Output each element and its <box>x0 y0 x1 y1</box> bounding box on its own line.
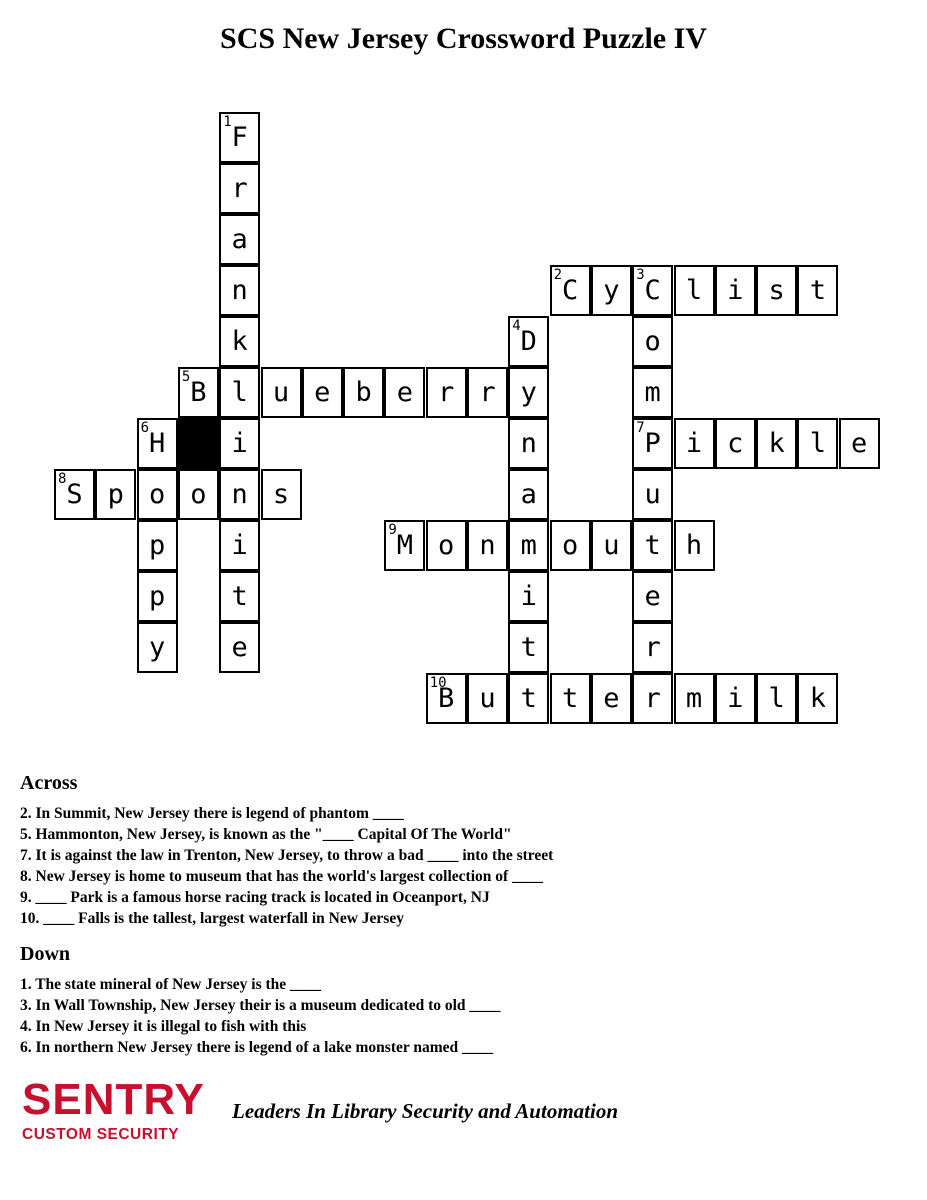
cell-letter: m <box>644 377 661 408</box>
cell-letter: B <box>190 377 207 408</box>
grid-cell[interactable] <box>632 469 673 520</box>
cell-letter: p <box>148 530 166 561</box>
grid-cell[interactable] <box>95 469 136 520</box>
grid-cell[interactable] <box>508 367 549 418</box>
cell-letter: n <box>520 428 537 459</box>
grid-cell[interactable] <box>632 673 673 724</box>
cell-letter: a <box>520 479 537 510</box>
cell-letter: i <box>520 581 537 612</box>
cell-letter: e <box>314 377 331 408</box>
cell-letter: s <box>768 275 785 306</box>
cell-letter: r <box>644 683 661 714</box>
cell-letter: n <box>231 479 248 510</box>
down-heading: Down <box>20 943 71 965</box>
tagline: Leaders In Library Security and Automation <box>232 1099 619 1123</box>
grid-cell[interactable] <box>715 265 756 316</box>
grid-cell[interactable] <box>508 316 549 367</box>
grid-cell[interactable] <box>426 673 467 724</box>
cell-letter: p <box>107 479 124 510</box>
grid-cell[interactable] <box>384 520 425 571</box>
cell-letter: l <box>768 683 785 714</box>
grid-cell[interactable] <box>508 469 549 520</box>
grid-cell[interactable] <box>219 112 260 163</box>
grid-cell[interactable] <box>219 265 260 316</box>
clue-across-2: 2. In Summit, New Jersey there is legend of phantom ____ <box>20 805 404 822</box>
clue-down-4: 4. In New Jersey it is illegal to fish with this <box>20 1018 307 1035</box>
grid-cell[interactable] <box>674 673 715 724</box>
cell-letter: t <box>809 275 827 306</box>
cell-letter: b <box>355 377 372 408</box>
grid-cell[interactable] <box>632 520 673 571</box>
cell-letter: r <box>644 632 661 663</box>
grid-cell[interactable] <box>178 367 219 418</box>
grid-cell[interactable] <box>632 571 673 622</box>
grid-cell[interactable] <box>508 622 549 673</box>
grid-cell[interactable] <box>219 214 260 265</box>
clue-across-8: 8. New Jersey is home to museum that has the world's largest collection of ____ <box>20 868 544 885</box>
grid-cell[interactable] <box>508 571 549 622</box>
cell-letter: u <box>272 377 290 408</box>
across-clues <box>20 772 553 929</box>
cell-letter: e <box>231 632 248 663</box>
grid-cell[interactable] <box>219 418 260 469</box>
cell-letter: e <box>396 377 414 408</box>
cell-letter: t <box>520 632 537 663</box>
cell-letter: k <box>768 428 785 459</box>
cell-letter: o <box>644 326 661 357</box>
grid-cell[interactable] <box>137 622 178 673</box>
clue-across-9: 9. ____ Park is a famous horse racing track is located in Oceanport, NJ <box>20 889 490 906</box>
sentry-logo <box>22 1075 220 1144</box>
clue-across-5: 5. Hammonton, New Jersey, is known as the "____ Capital Of The World" <box>20 826 512 843</box>
grid-cell[interactable] <box>591 265 632 316</box>
grid-cell[interactable] <box>508 673 549 724</box>
grid-cell[interactable] <box>674 265 715 316</box>
cell-letter: t <box>644 530 661 561</box>
grid-cell[interactable] <box>550 265 591 316</box>
cell-letter: k <box>809 683 827 714</box>
cell-letter: u <box>644 479 661 510</box>
grid-cell[interactable] <box>219 571 260 622</box>
cell-letter: h <box>685 530 703 561</box>
down-clues <box>20 943 500 1058</box>
cell-letter: l <box>231 377 248 408</box>
cell-letter: o <box>190 479 207 510</box>
grid-cell[interactable] <box>632 367 673 418</box>
black-cell <box>178 418 219 469</box>
clue-number: 9 <box>388 522 397 538</box>
cell-letter: a <box>231 224 248 255</box>
cell-letter: c <box>727 428 744 459</box>
grid-cell[interactable] <box>550 520 591 571</box>
cell-letter: i <box>727 683 744 714</box>
grid-cell[interactable] <box>797 418 838 469</box>
cell-letter: o <box>438 530 455 561</box>
grid-cell[interactable] <box>715 418 756 469</box>
cell-letter: r <box>479 377 496 408</box>
grid-cell[interactable] <box>839 418 880 469</box>
grid-cell[interactable] <box>219 316 260 367</box>
clue-across-7: 7. It is against the law in Trenton, New Jersey, to throw a bad ____ into the street <box>20 847 554 864</box>
grid-cell[interactable] <box>756 673 797 724</box>
grid-cell[interactable] <box>467 520 508 571</box>
cell-letter: S <box>66 479 83 510</box>
across-heading: Across <box>20 772 78 794</box>
grid-cell[interactable] <box>137 520 178 571</box>
clue-number: 10 <box>429 675 447 691</box>
grid-cell[interactable] <box>261 469 302 520</box>
grid-cell[interactable] <box>508 520 549 571</box>
grid-cell[interactable] <box>219 163 260 214</box>
grid-cell[interactable] <box>219 469 260 520</box>
grid-cell[interactable] <box>219 622 260 673</box>
cell-letter: e <box>603 683 620 714</box>
cell-letter: l <box>809 428 827 459</box>
cell-letter: H <box>148 428 166 459</box>
grid-cell[interactable] <box>426 520 467 571</box>
cell-letter: t <box>561 683 579 714</box>
cell-letter: l <box>685 275 703 306</box>
grid-cell[interactable] <box>261 367 302 418</box>
clue-number: 6 <box>140 420 150 436</box>
grid-cell[interactable] <box>632 316 673 367</box>
cell-letter: t <box>231 581 248 612</box>
cell-letter: i <box>231 530 248 561</box>
grid-cell[interactable] <box>632 265 673 316</box>
grid-cell[interactable] <box>674 520 715 571</box>
cell-letter: F <box>231 122 248 153</box>
cell-letter: m <box>685 683 703 714</box>
cell-letter: r <box>231 173 248 204</box>
grid-cell[interactable] <box>219 520 260 571</box>
clue-down-1: 1. The state mineral of New Jersey is the ____ <box>20 976 322 993</box>
clue-number: 7 <box>636 420 645 436</box>
cell-letter: i <box>685 428 703 459</box>
grid-cell[interactable] <box>467 367 508 418</box>
cell-letter: C <box>644 275 661 306</box>
grid-cell[interactable] <box>715 673 756 724</box>
grid-cell[interactable] <box>591 673 632 724</box>
cell-letter: k <box>231 326 248 357</box>
cell-letter: o <box>561 530 579 561</box>
cell-letter: s <box>272 479 290 510</box>
cell-letter: m <box>520 530 537 561</box>
grid-cell[interactable] <box>426 367 467 418</box>
grid-cell[interactable] <box>674 418 715 469</box>
cell-letter: e <box>851 428 868 459</box>
cell-letter: i <box>727 275 744 306</box>
grid-cell[interactable] <box>467 673 508 724</box>
clue-number: 2 <box>553 267 563 283</box>
cell-letter: y <box>148 632 166 663</box>
cell-letter: C <box>561 275 579 306</box>
grid-cell[interactable] <box>219 367 260 418</box>
clue-down-6: 6. In northern New Jersey there is legend of a lake monster named ____ <box>20 1039 493 1056</box>
grid-cell[interactable] <box>137 571 178 622</box>
clue-number: 3 <box>636 267 645 283</box>
grid-cell[interactable] <box>54 469 95 520</box>
clue-number: 5 <box>181 369 191 385</box>
cell-letter: y <box>520 377 537 408</box>
clue-number: 8 <box>58 471 67 487</box>
grid-cell[interactable] <box>591 520 632 571</box>
grid-cell[interactable] <box>550 673 591 724</box>
grid-cell[interactable] <box>632 418 673 469</box>
cell-letter: o <box>148 479 166 510</box>
cell-letter: n <box>479 530 496 561</box>
page-title: SCS New Jersey Crossword Puzzle IV <box>220 22 707 55</box>
cell-letter: D <box>520 326 537 357</box>
clue-across-10: 10. ____ Falls is the tallest, largest waterfall in New Jersey <box>20 910 404 927</box>
cell-letter: u <box>479 683 496 714</box>
grid-cell[interactable] <box>756 265 797 316</box>
grid-cell[interactable] <box>632 622 673 673</box>
grid-cell[interactable] <box>756 418 797 469</box>
grid-cell[interactable] <box>797 265 838 316</box>
cell-letter: i <box>231 428 248 459</box>
cell-letter: P <box>644 428 661 459</box>
cell-letter: n <box>231 275 248 306</box>
logo-subtitle: CUSTOM SECURITY <box>22 1126 180 1143</box>
grid-cell[interactable] <box>137 418 178 469</box>
clue-number: 4 <box>512 318 521 334</box>
cell-letter: B <box>438 683 455 714</box>
grid-cell[interactable] <box>384 367 425 418</box>
grid-cell[interactable] <box>343 367 384 418</box>
cell-letter: t <box>520 683 537 714</box>
grid-cell[interactable] <box>302 367 343 418</box>
logo-name: SENTRY <box>22 1075 205 1124</box>
cell-letter: r <box>438 377 455 408</box>
cell-letter: e <box>644 581 661 612</box>
grid-cell[interactable] <box>797 673 838 724</box>
cell-letter: p <box>148 581 166 612</box>
grid-cell[interactable] <box>508 418 549 469</box>
grid-cell[interactable] <box>178 469 219 520</box>
clue-number: 1 <box>223 114 232 130</box>
cell-letter: y <box>603 275 620 306</box>
grid-cell[interactable] <box>137 469 178 520</box>
clue-down-3: 3. In Wall Township, New Jersey their is a museum dedicated to old ____ <box>20 997 501 1014</box>
cell-letter: M <box>396 530 414 561</box>
cell-letter: u <box>603 530 620 561</box>
